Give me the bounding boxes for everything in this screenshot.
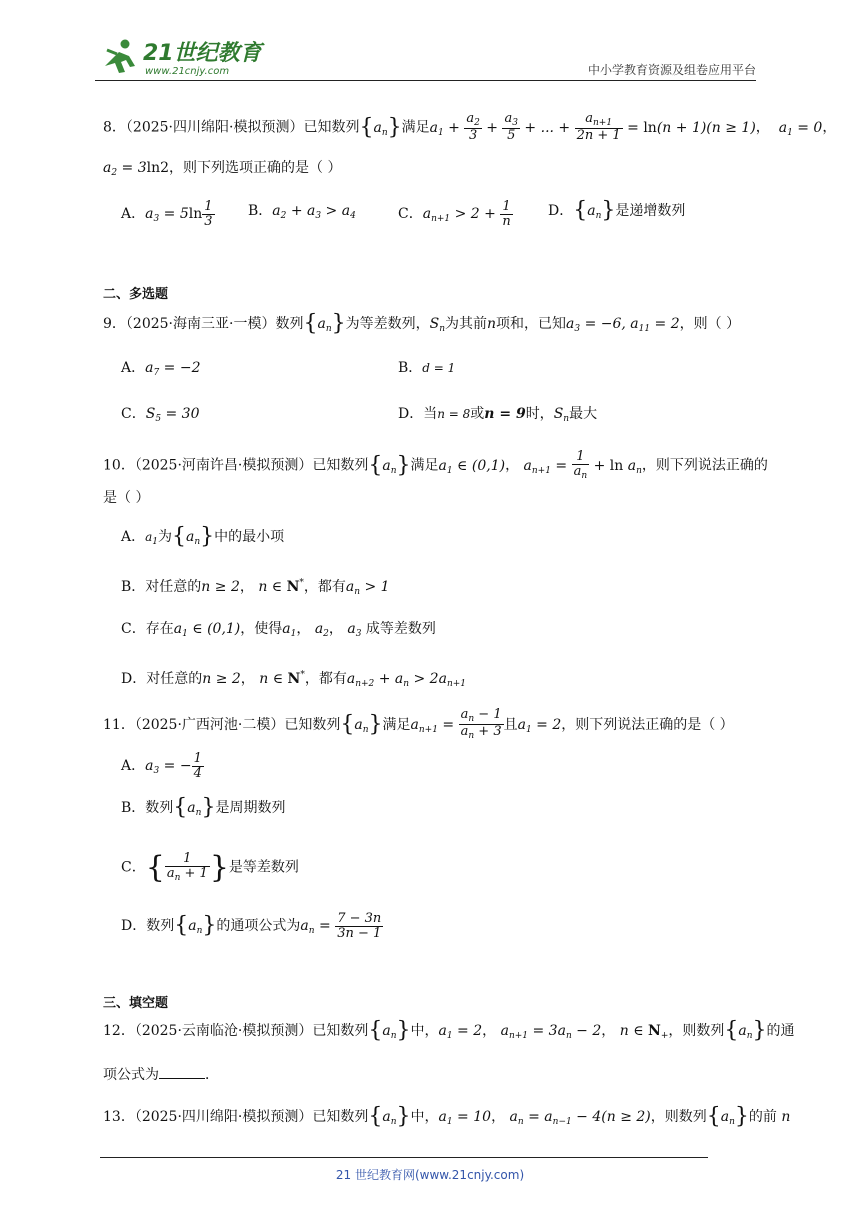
question-source: （2025·河南许昌·模拟预测） — [134, 457, 313, 474]
option-text: ，都有 — [303, 579, 346, 595]
question-number: 11． — [103, 716, 135, 733]
option-label: A． — [121, 206, 146, 223]
question-number: 12． — [103, 1023, 135, 1039]
section-heading-fill-in-blank: 三、填空题 — [103, 996, 169, 1011]
question-8-line-2: $a_2 = 3\ln 2$，则下列选项正确的是（ ） — [103, 160, 342, 178]
option-label: B． — [398, 360, 423, 376]
question-9-line-1: 9．（2025·海南三亚·一模）数列$\{a_n\}$为等差数列，$S_n$为其前n项和，已知$a_3 = -6$, $a_{11} = 2$，则（ ） — [103, 311, 741, 336]
option-text: 或 — [470, 406, 485, 422]
question-number: 10． — [103, 457, 135, 474]
option-text: 成等差数列 — [365, 621, 436, 637]
q-text: 为等差数列， — [345, 316, 430, 332]
option-label: C． — [121, 406, 146, 422]
q11-option-a: A．$a_3$ = − $\frac{1}{4}$ — [121, 751, 202, 781]
q10-option-d: D．对任意的n ≥ 2， n ∈ N*，都有$a_{n+2} + a_n > 2a_{n+1}$ — [121, 670, 467, 689]
option-text: 是等差数列 — [228, 859, 299, 876]
question-source: （2025·云南临沧·模拟预测） — [134, 1023, 313, 1039]
q-text: ，则数列 — [650, 1109, 707, 1125]
q10-option-a: A．$a_1$为$\{a_n\}$中的最小项 — [121, 524, 285, 549]
question-number: 13． — [103, 1109, 135, 1125]
answer-blank[interactable] — [159, 1065, 205, 1079]
question-number: 8． — [103, 119, 126, 136]
q-text: 中， — [410, 1109, 439, 1125]
option-text: 时， — [525, 406, 554, 422]
q10-option-c: C．存在$a_1$ ∈ (0,1)，使得$a_1$， $a_2$， $a_3$ 成等差数列 — [121, 621, 436, 639]
platform-name: 中小学教育资源及组卷应用平台 — [587, 63, 756, 77]
option-label: C． — [398, 206, 423, 223]
question-source: （2025·广西河池·二模） — [134, 716, 285, 733]
q-text: 已知数列 — [284, 716, 341, 733]
q8-option-b: B．$a_2 + a_3 > a_4$ — [248, 203, 356, 221]
option-text: 是周期数列 — [215, 800, 286, 816]
q-text: 满足 — [382, 716, 411, 733]
q8-option-c: C．$a_{n+1} > 2$ + $\frac{1}{n}$ — [398, 199, 511, 229]
option-label: C．存在 — [121, 621, 174, 637]
option-label: B．数列 — [121, 800, 174, 816]
q-text: 为其前 — [445, 316, 487, 332]
option-label: A． — [121, 758, 146, 775]
q9-option-c: C．$S_5 = 30$ — [121, 406, 200, 424]
q11-option-c: C．{ $\frac{1}{a_n + 1}$ }是等差数列 — [121, 849, 299, 885]
runner-logo-icon — [105, 40, 135, 74]
q8-option-a: A．$a_3 = 5\ln$ $\frac{1}{3}$ — [121, 199, 213, 229]
option-label: D．当 — [398, 406, 438, 422]
q-text: ，则下列说法正确的 — [641, 457, 768, 474]
q8-option-d: D．$\{a_n\}$是递增数列 — [548, 198, 686, 223]
footer-divider — [100, 1157, 708, 1158]
option-text: 最大 — [569, 406, 598, 422]
q-text: 满足 — [410, 457, 439, 474]
option-label: A． — [121, 360, 146, 376]
q9-option-d: D．当n = 8或n = 9时，$S_n$最大 — [398, 406, 598, 424]
q-text: 的通 — [766, 1023, 795, 1039]
header-divider — [95, 80, 756, 81]
option-label: B．对任意的 — [121, 579, 202, 595]
option-text: ，都有 — [304, 671, 347, 687]
question-number: 9． — [103, 316, 126, 332]
question-12-line-2 — [103, 1064, 219, 1086]
question-8-line-1: 8．（2025·四川绵阳·模拟预测）已知数列$\{a_n\}$满足$a_1$ + $\frac{a_2}{3}$ + $\frac{a_3}{5}$ + ... + $\frac{a_{n+1}}{2n + 1}$ = ln(n + 1)(n ≥ 1)， $a_1 = 0$， — [103, 111, 837, 144]
question-11-line-1: 11．（2025·广西河池·二模）已知数列$\{a_n\}$满足$a_{n+1}$ = $\frac{a_n - 1}{a_n + 3}$ 且$a_1 = 2$，则下列说法正确的是（ ） — [103, 707, 734, 742]
logo-url: www.21cnjy.com — [145, 66, 230, 77]
question-10-line-2: 是（ ） — [103, 490, 150, 506]
q11-option-b: B．数列$\{a_n\}$是周期数列 — [121, 795, 286, 820]
q-text: 项公式为 — [103, 1067, 159, 1083]
q9-option-b: B．d = 1 — [398, 360, 456, 376]
question-10-line-1: 10．（2025·河南许昌·模拟预测）已知数列$\{a_n\}$满足$a_1$ ∈ (0,1)， $a_{n+1}$ = $\frac{1}{a_n}$ + $\ln a_n$，则下列说法正确的 — [103, 449, 768, 481]
q11-option-d: D．数列$\{a_n\}$的通项公式为$a_n$ = $\frac{7 - 3n}{3n - 1}$ — [121, 911, 382, 941]
logo-text: 21世纪教育 — [143, 41, 262, 66]
question-source: （2025·四川绵阳·模拟预测） — [134, 1109, 313, 1125]
option-label: B． — [248, 203, 273, 219]
option-text: 为 — [158, 529, 173, 545]
q-text: 数列 — [275, 316, 304, 332]
q-text: 项和，已知 — [496, 316, 567, 332]
option-label: A． — [121, 529, 146, 545]
q-text: 已知数列 — [312, 1023, 369, 1039]
q-text: ，则数列 — [668, 1023, 725, 1039]
section-heading-multiple-choice: 二、多选题 — [103, 287, 169, 302]
q-text: ． — [205, 1067, 219, 1083]
question-source: （2025·四川绵阳·模拟预测） — [125, 119, 304, 136]
q-text: 已知数列 — [312, 1109, 369, 1125]
q10-option-b: B．对任意的n ≥ 2， n ∈ N*，都有$a_n > 1$ — [121, 578, 390, 597]
question-source: （2025·海南三亚·一模） — [125, 316, 276, 332]
footer-link[interactable]: 21 世纪教育网(www.21cnjy.com) — [335, 1168, 525, 1182]
q-text: ，则（ ） — [679, 316, 741, 332]
q-text: 满足 — [401, 119, 430, 136]
option-label: D． — [548, 203, 574, 219]
site-logo — [95, 36, 265, 80]
option-label: D．数列 — [121, 918, 175, 935]
q-text: 的前 — [748, 1109, 777, 1125]
option-label: C． — [121, 859, 146, 876]
question-12-line-1: 12．（2025·云南临沧·模拟预测）已知数列$\{a_n\}$中，$a_1 = 2$， $a_{n+1} = 3a_n - 2$， n ∈ $N_+$，则数列$\{a_n\}$的通 — [103, 1018, 795, 1043]
option-text: 是递增数列 — [615, 203, 686, 219]
q-text: ， — [755, 119, 770, 136]
option-label: D．对任意的 — [121, 671, 203, 687]
q-text: ，则下列说法正确的是（ ） — [561, 716, 734, 733]
q-text: 已知数列 — [303, 119, 360, 136]
q-text: 已知数列 — [312, 457, 369, 474]
q-text: 且 — [503, 716, 518, 733]
option-text: 中的最小项 — [214, 529, 285, 545]
option-text: ，使得 — [240, 621, 283, 637]
q-text: ，则下列选项正确的是（ ） — [169, 160, 342, 176]
q9-option-a: A．$a_7 = -2$ — [121, 360, 201, 378]
question-13-line-1: 13．（2025·四川绵阳·模拟预测）已知数列$\{a_n\}$中，$a_1 = 10$， $a_n = a_{n-1} - 4(n \ge 2)$，则数列$\{a_n\}$的前 n — [103, 1104, 791, 1129]
q-text: 中， — [410, 1023, 439, 1039]
option-text: 的通项公式为 — [216, 918, 301, 935]
